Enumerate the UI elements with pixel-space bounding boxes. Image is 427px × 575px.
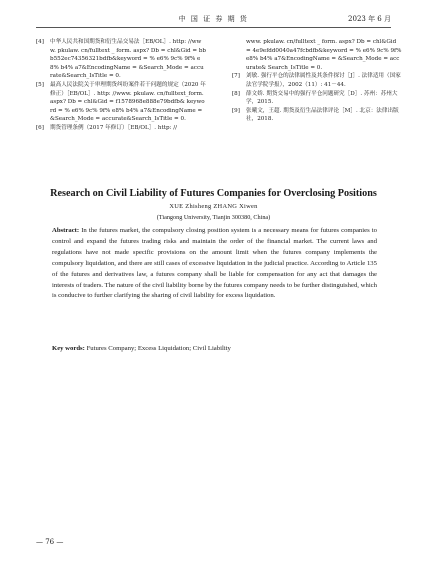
header-rule [36,27,391,28]
abstract [52,226,377,302]
affiliation: (Tiangong University, Tianjin 300380, China) [156,214,271,221]
reference-text: 张曦文，王超. 期货及衍生品法律评论［M］. 北京：法律出版社，2018. [246,107,399,123]
abstract-text: In the futures market, the compulsory closing position system is a necessary means for futures companies to control and expand the futures trading risks and maintain the order of the financial market. The current laws and regulations have not made specific provisions on the amount limit when the futures company implements the compulsory liquidation, and there are still cases of excessive liquidation in the judicial practice. According to Article 135 of the futures and derivatives law, a futures company shall be liable for compensation for any act that damages the interests of traders. The nature of the civil liability borne by the futures company needs to be further distinguished, which is conducive to further clarifying the sharing of civil liability for excess liquidation. [52,227,377,300]
reference-number [232,38,246,72]
references-right-column [232,38,402,124]
reference-item [36,38,206,81]
authors: XUE Zhisheng ZHANG Xiwen [169,203,258,210]
reference-text: 刘敏. 强行平仓的法律属性及其条件探讨［J］. 法律适用（国家法官学院学报），2002（11）: 41－44. [246,73,401,88]
reference-number: [4] [36,39,44,45]
journal-name: 中 国 证 券 期 货 [178,15,249,23]
page-number: — 76 — [36,538,64,546]
english-title: Research on Civil Liability of Futures Companies for Overclosing Positions [50,188,377,199]
reference-text: www. pkulaw. cn/fulltext _ form. aspx? Db = chl&Gid = 4e9efdd0040a47fcbdfb&keyword = % e6% 9c% 9f% e8% b4% a7&EncodingName = &Search_Mode = accurate& Search_IsTitle = 0. [246,39,402,71]
abstract-label: Abstract: [52,227,80,234]
reference-number: [7] [232,73,240,80]
reference-text: 中华人民共和国期货和衍生品交易法［EB/OL］. http: //www. pkulaw. cn/fulltext _ form. aspx? Db = chl&Gid = bbb552ec74356321bdfb&keyword = % e6% 9c% 9f% e8% b4% a7&EncodingName = &Search_Mode = accurate&Search_IsTitle = 0. [50,39,206,80]
issue-date: 2023 年 6 月 [348,15,391,23]
reference-number: [8] [232,90,240,97]
reference-item [232,72,402,89]
references-left-column [36,38,206,133]
reference-number: [9] [232,107,240,114]
keywords [52,344,377,354]
reference-item [232,90,402,107]
reference-item [232,107,402,124]
reference-text: 最高人民法院关于审理期货纠纷案件若干问题的规定（2020 年修正）［EB/OL］. http: //www. pkulaw. cn/fulltext_form. aspx? Db = chl&Gid = f1578968e888e79bdfb& keyword = % e6% 9c% 9f% e8% b4% a7&EncodingName = &Search_Mode = accurate&Search_IsTitle = 0. [50,81,206,123]
keywords-label: Key words: [52,345,85,352]
running-header [36,14,391,28]
references [36,38,402,184]
keywords-text: Futures Company; Excess Liquidation; Civil Liability [84,345,231,352]
reference-number: [5] [36,81,44,88]
reference-text: 期货管理条例（2017 年修订）［EB/OL］. http: // [50,124,177,131]
reference-item [36,124,206,133]
reference-number: [6] [36,124,44,131]
reference-item [36,81,206,124]
reference-text: 薛文娇. 期货交易中的强行平仓问题研究［D］. 苏州：苏州大学，2015. [246,90,398,106]
reference-item [232,38,402,72]
